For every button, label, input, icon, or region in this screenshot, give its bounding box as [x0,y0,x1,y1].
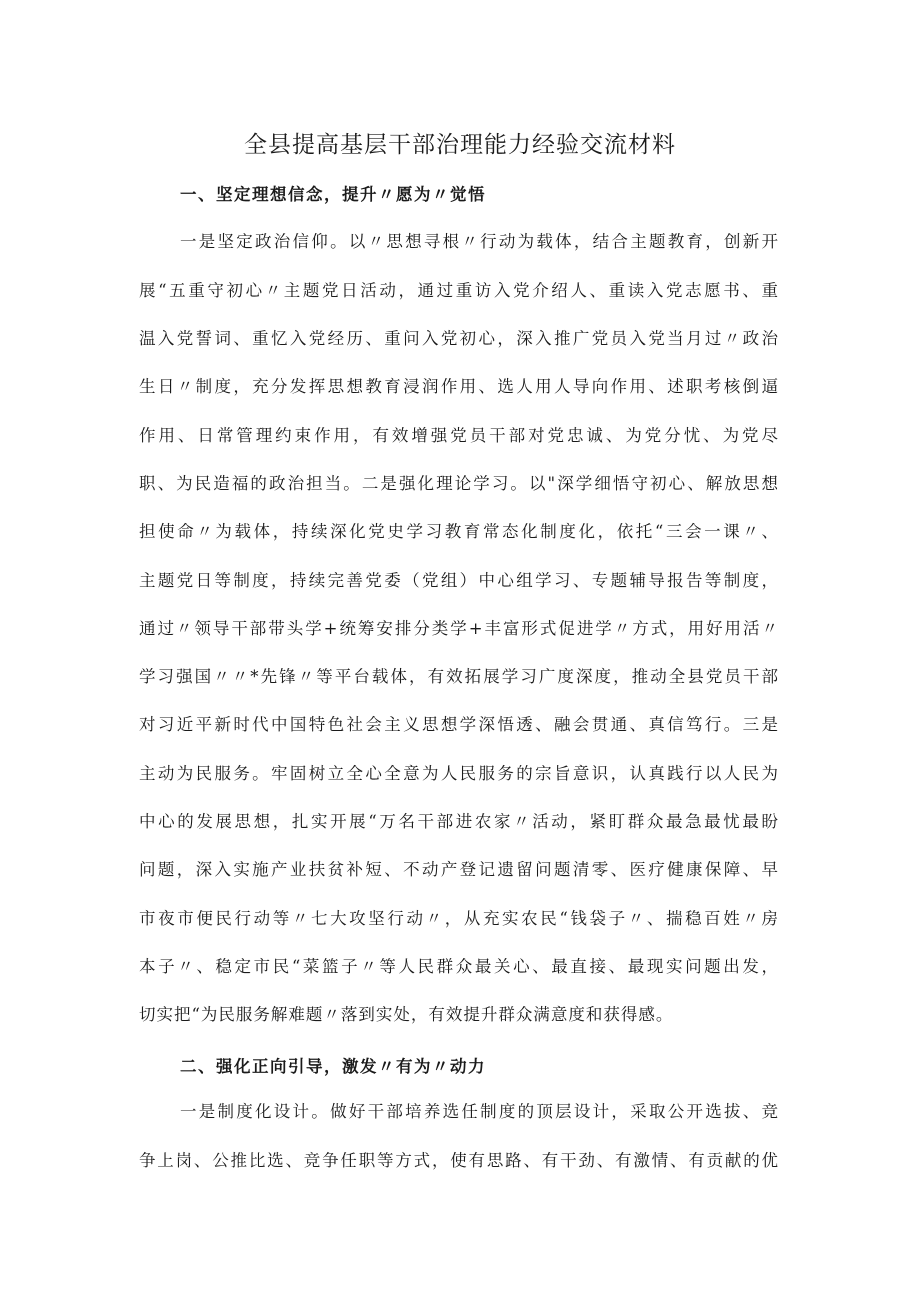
paragraph-line: 学习强国〃〃*先锋〃等平台载体，有效拓展学习广度深度，推动全县党员干部 [139,667,779,686]
paragraph-line: 中心的发展思想，扎实开展“万名干部进农家〃活动，紧盯群众最急最忧最盼 [139,812,779,831]
paragraph-line: 问题，深入实施产业扶贫补短、不动产登记遗留问题清零、医疗健康保障、早 [139,860,779,879]
paragraph-line: 切实把“为民服务解难题〃落到实处，有效提升群众满意度和获得感。 [139,1005,674,1024]
paragraph-line: 温入党誓词、重忆入党经历、重问入党初心，深入推广党员入党当月过〃政治 [139,329,779,348]
paragraph-line: 通过〃领导干部带头学+统筹安排分类学+丰富形式促进学〃方式，用好用活〃 [139,619,779,638]
paragraph-line: 担使命〃为载体，持续深化党史学习教育常态化制度化，依托“三会一课〃、 [139,522,779,541]
section-heading-2: 二、强化正向引导，激发〃有为〃动力 [180,1057,486,1076]
paragraph-line: 对习近平新时代中国特色社会主义思想学深悟透、融会贯通、真信笃行。三是 [139,715,779,734]
paragraph-line: 本子〃、稳定市民“菜篮子〃等人民群众最关心、最直接、最现实问题出发， [139,957,779,976]
document-title: 全县提高基层干部治理能力经验交流材料 [244,132,676,158]
paragraph-line: 作用、日常管理约束作用，有效增强党员干部对党忠诚、为党分忧、为党尽 [139,426,779,445]
section-heading-1: 一、坚定理想信念，提升〃愿为〃觉悟 [180,185,486,204]
paragraph-line: 一是坚定政治信仰。以〃思想寻根〃行动为载体，结合主题教育，创新开 [180,232,779,251]
paragraph-line: 主题党日等制度，持续完善党委（党组）中心组学习、专题辅导报告等制度， [139,571,779,590]
paragraph-line: 职、为民造福的政治担当。二是强化理论学习。以"深学细悟守初心、解放思想 [139,474,779,493]
paragraph-line: 生日〃制度，充分发挥思想教育浸润作用、选人用人导向作用、述职考核倒逼 [139,377,779,396]
paragraph-line: 争上岗、公推比选、竞争任职等方式，使有思路、有干劲、有激情、有贡献的优 [139,1151,779,1170]
paragraph-line: 一是制度化设计。做好干部培养选任制度的顶层设计，采取公开选拔、竞 [180,1102,779,1121]
paragraph-line: 市夜市便民行动等〃七大攻坚行动〃，从充实农民“钱袋子〃、揣稳百姓〃房 [139,909,779,928]
paragraph-line: 主动为民服务。牢固树立全心全意为人民服务的宗旨意识，认真践行以人民为 [139,764,779,783]
paragraph-line: 展“五重守初心〃主题党日活动，通过重访入党介绍人、重读入党志愿书、重 [139,281,779,300]
